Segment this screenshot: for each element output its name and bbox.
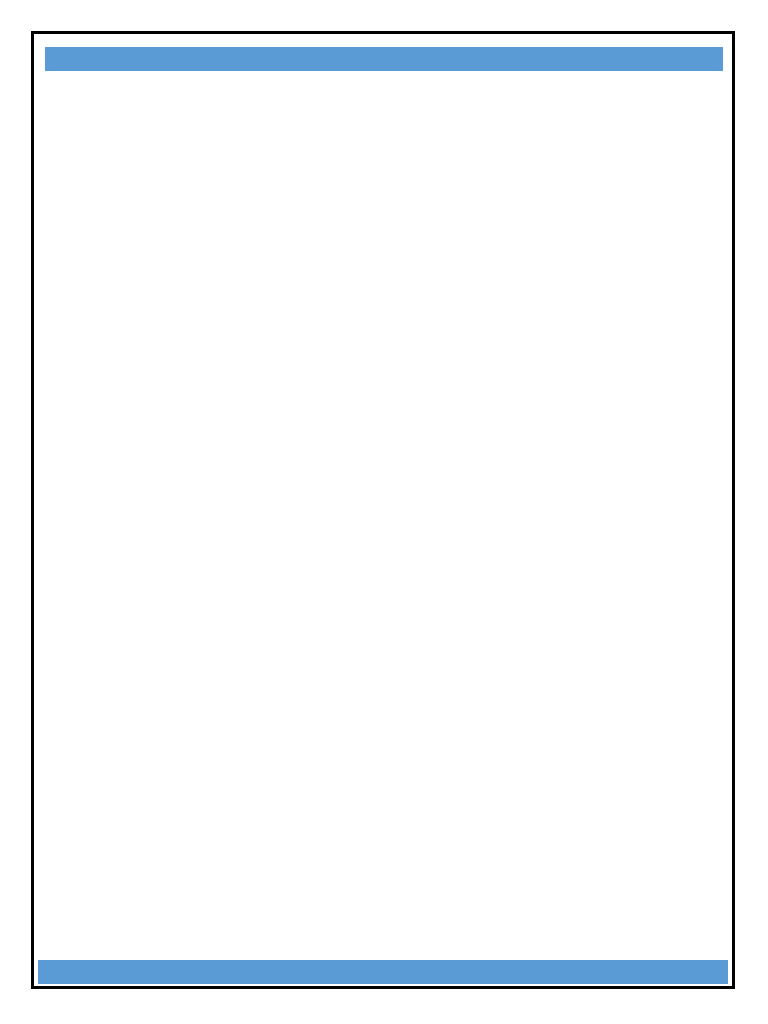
page-frame xyxy=(31,31,735,989)
footer-teacher xyxy=(38,960,728,984)
page-title xyxy=(45,47,723,71)
